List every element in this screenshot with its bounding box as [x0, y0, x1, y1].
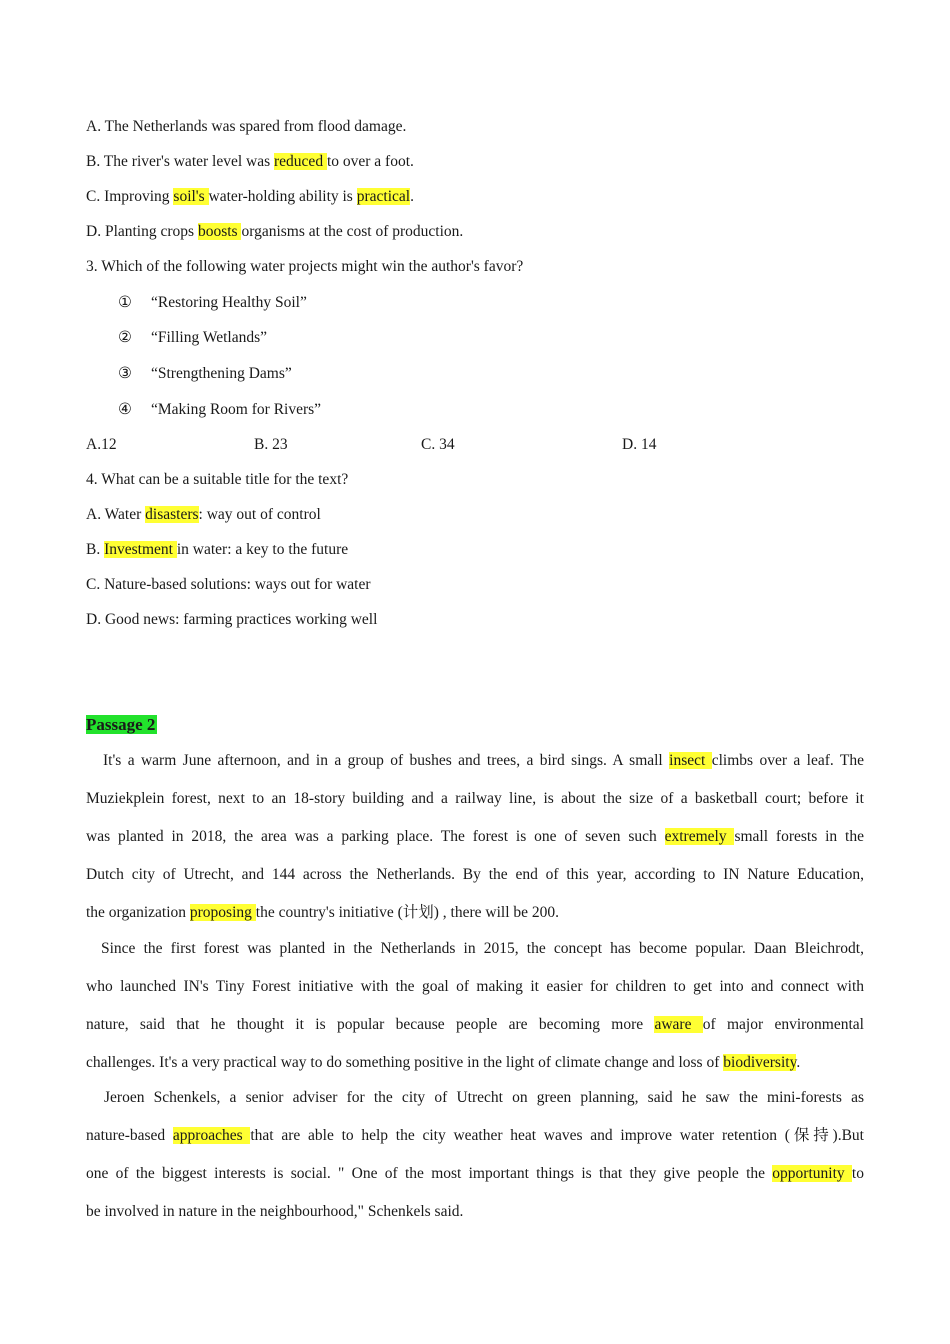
q3-choice-d: D. 14 — [622, 436, 657, 453]
paragraph-line: one of the biggest interests is social. " One of the most important things is that they give people the opportunity to — [86, 1165, 864, 1182]
paragraph-line: be involved in nature in the neighbourhood," Schenkels said. — [86, 1203, 464, 1220]
highlight: insect — [669, 752, 712, 769]
passage-heading: Passage 2 — [86, 715, 156, 734]
paragraph-line: It's a warm June afternoon, and in a group of bushes and trees, a bird sings. A small insect climbs over a leaf. The — [103, 752, 865, 769]
passage-paragraph-3 — [86, 1079, 864, 1231]
q4-stem: 4. What can be a suitable title for the text? — [86, 471, 349, 488]
q2-option-d: D. Planting crops boosts organisms at the cost of production. — [86, 223, 464, 240]
q3-item: ① “Restoring Healthy Soil” — [118, 294, 307, 311]
highlight: soil's — [173, 188, 209, 205]
highlight: extremely — [664, 828, 735, 845]
highlight: biodiversity — [723, 1054, 797, 1071]
q3-choice-c: C. 34 — [421, 436, 455, 453]
highlight: aware — [654, 1016, 703, 1033]
highlight: practical — [356, 188, 411, 205]
highlight: opportunity — [772, 1165, 852, 1182]
q3-item: ② “Filling Wetlands” — [118, 329, 267, 346]
highlight: proposing — [189, 904, 256, 921]
highlight: Investment — [104, 541, 177, 558]
paragraph-line: Since the first forest was planted in the Netherlands in 2015, the concept has become popular. Daan Bleichrodt, — [101, 940, 864, 957]
q2-option-c: C. Improving soil's water-holding ability is practical. — [86, 188, 414, 205]
q3-choice-a: A.12 — [86, 436, 117, 453]
q3-item: ③ “Strengthening Dams” — [118, 365, 292, 382]
q3-stem: 3. Which of the following water projects might win the author's favor? — [86, 258, 524, 275]
highlight: approaches — [172, 1127, 251, 1144]
paragraph-line: Muziekplein forest, next to an 18-story building and a railway line, is about the size of a basketball court; before it — [86, 790, 864, 807]
paragraph-line: was planted in 2018, the area was a parking place. The forest is one of seven such extremely small forests in the — [86, 828, 864, 845]
q3-item: ④ “Making Room for Rivers” — [118, 401, 322, 418]
q3-choice-b: B. 23 — [254, 436, 288, 453]
q2-option-a: A. The Netherlands was spared from flood damage. — [86, 118, 407, 135]
q4-option-a: A. Water disasters: way out of control — [86, 506, 321, 523]
highlight: disasters — [145, 506, 199, 523]
paragraph-line: nature-based approaches that are able to help the city weather heat waves and improve water retention (保持).But — [86, 1127, 864, 1144]
highlight: reduced — [274, 153, 327, 170]
paragraph-line: challenges. It's a very practical way to do something positive in the light of climate change and loss of biodiversity. — [86, 1054, 801, 1071]
paragraph-line: the organization proposing the country's initiative (计划) , there will be 200. — [86, 904, 560, 921]
q4-option-b: B. Investment in water: a key to the future — [86, 541, 349, 558]
passage-paragraph-1 — [86, 742, 864, 932]
q4-option-c: C. Nature-based solutions: ways out for water — [86, 576, 371, 593]
paragraph-line: Dutch city of Utrecht, and 144 across the Netherlands. By the end of this year, according to IN Nature Education, — [86, 866, 864, 883]
paragraph-line: nature, said that he thought it is popular because people are becoming more aware of major environmental — [86, 1016, 864, 1033]
paragraph-line: who launched IN's Tiny Forest initiative with the goal of making it easier for children to get into and connect with — [86, 978, 864, 995]
q2-option-b: B. The river's water level was reduced to over a foot. — [86, 153, 414, 170]
highlight: boosts — [197, 223, 242, 240]
passage-paragraph-2 — [86, 930, 864, 1082]
paragraph-line: Jeroen Schenkels, a senior adviser for the city of Utrecht on green planning, said he saw the mini-forests as — [104, 1089, 864, 1106]
q4-option-d: D. Good news: farming practices working well — [86, 611, 378, 628]
